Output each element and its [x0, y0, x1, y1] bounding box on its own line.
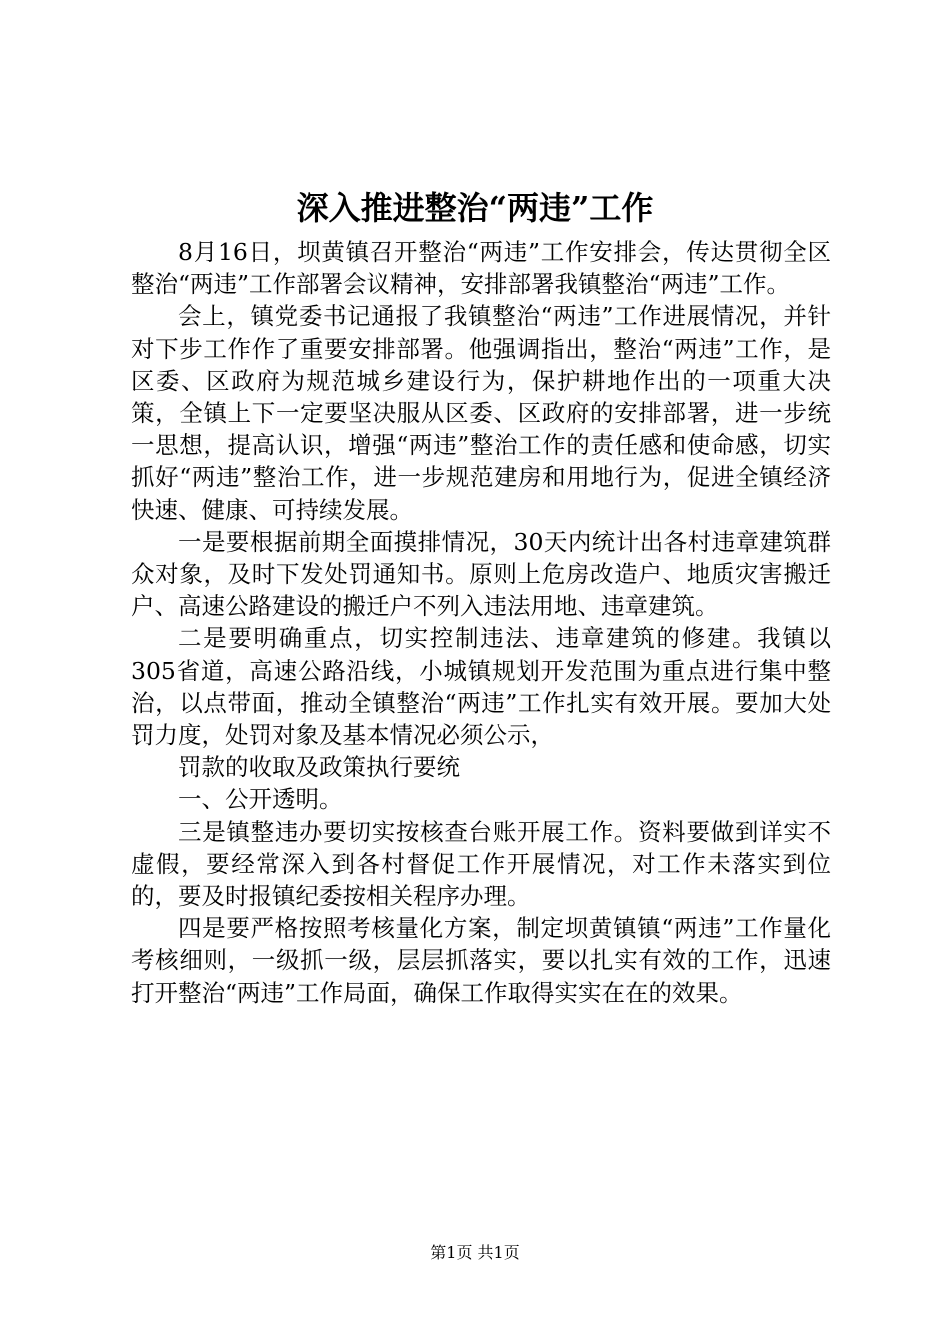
paragraph: 四是要严格按照考核量化方案，制定坝黄镇镇“两违”工作量化考核细则，一级抓一级，层层抓落实，要以扎实有效的工作，迅速打开整治“两违”工作局面，确保工作取得实实在在的效果。 [131, 914, 831, 1007]
paragraph: 会上，镇党委书记通报了我镇整治“两违”工作进展情况，并针对下步工作作了重要安排部署。他强调指出，整治“两违”工作，是区委、区政府为规范城乡建设行为，保护耕地作出的一项重大决策，全镇上下一定要坚决服从区委、区政府的安排部署，进一步统一思想，提高认识，增强“两违”整治工作的责任感和使命感，切实抓好“两违”整治工作，进一步规范建房和用地行为，促进全镇经济快速、健康、可持续发展。 [131, 302, 831, 524]
paragraph: 二是要明确重点，切实控制违法、违章建筑的修建。我镇以305省道，高速公路沿线，小城镇规划开发范围为重点进行集中整治，以点带面，推动全镇整治“两违”工作扎实有效开展。要加大处罚力度，处罚对象及基本情况必须公示， [131, 624, 831, 750]
paragraph: 罚款的收取及政策执行要统 [178, 753, 460, 782]
document-title: 深入推进整治“两违”工作 [296, 189, 654, 227]
paragraph: 一是要根据前期全面摸排情况，30天内统计出各村违章建筑群众对象，及时下发处罚通知书。原则上危房改造户、地质灾害搬迁户、高速公路建设的搬迁户不列入违法用地、违章建筑。 [131, 527, 831, 621]
paragraph: 8月16日，坝黄镇召开整治“两违”工作安排会，传达贯彻全区整治“两违”工作部署会议精神，安排部署我镇整治“两违”工作。 [131, 238, 831, 299]
paragraph: 一、公开透明。 [178, 785, 343, 814]
paragraph: 三是镇整违办要切实按核查台账开展工作。资料要做到详实不虚假，要经常深入到各村督促工作开展情况，对工作未落实到位的，要及时报镇纪委按相关程序办理。 [131, 817, 831, 911]
document-body [131, 236, 831, 1009]
page-footer: 第1页 共1页 [430, 1243, 520, 1262]
